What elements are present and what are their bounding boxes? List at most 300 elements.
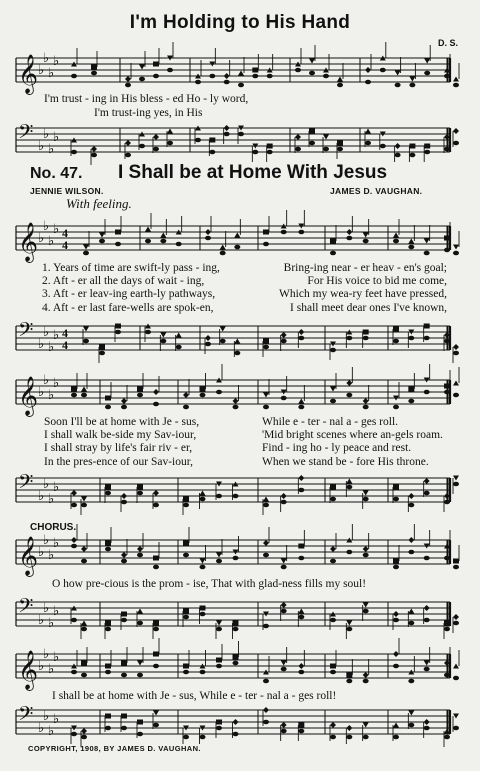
verse-line: I shall stray by life's fair riv - er, — [44, 442, 193, 455]
note-head — [346, 725, 352, 731]
note-head — [83, 245, 89, 250]
note-head — [330, 735, 336, 740]
note-head — [281, 493, 287, 499]
note-head — [393, 565, 399, 570]
note-head — [137, 546, 143, 552]
flat-icon: ♭ — [48, 492, 55, 507]
note-head — [153, 503, 159, 508]
note-head — [200, 606, 206, 611]
note-head — [115, 324, 121, 329]
note-head — [105, 541, 111, 546]
note-head — [298, 230, 304, 235]
note-head — [363, 405, 369, 410]
time-signature-numerator: 4 — [62, 226, 68, 240]
note-head — [115, 330, 121, 335]
note-head — [281, 565, 287, 570]
note-head — [330, 251, 336, 256]
note-head — [121, 714, 127, 719]
note-head — [424, 661, 430, 666]
note-head — [363, 672, 369, 678]
note-head — [252, 68, 258, 73]
note-head — [176, 242, 182, 247]
note-head — [145, 330, 151, 335]
note-head — [233, 405, 239, 410]
note-head — [81, 673, 87, 678]
note-head — [137, 732, 143, 737]
note-head — [424, 59, 430, 64]
note-head — [71, 544, 77, 549]
note-head — [281, 609, 287, 614]
treble-clef-icon: 𝄞 — [18, 650, 39, 690]
note-head — [137, 621, 143, 626]
note-head — [105, 627, 111, 632]
note-head — [121, 398, 127, 404]
verse-line: When we stand be - fore His throne. — [262, 455, 429, 468]
note-head — [346, 393, 352, 398]
note-head — [453, 77, 459, 82]
hymn-title: I Shall be at Home With Jesus — [118, 162, 388, 183]
note-head — [160, 339, 166, 344]
note-head — [408, 493, 414, 499]
note-head — [233, 655, 239, 660]
note-head — [298, 556, 304, 561]
note-head — [105, 547, 111, 552]
note-head — [298, 663, 304, 669]
note-head — [295, 134, 301, 140]
note-head — [363, 398, 369, 404]
note-head — [153, 565, 159, 570]
note-head — [105, 664, 111, 669]
note-head — [444, 339, 450, 344]
note-head — [81, 728, 87, 734]
note-head — [453, 128, 459, 134]
note-head — [330, 485, 336, 490]
note-head — [71, 490, 77, 496]
note-head — [183, 392, 189, 398]
note-head — [137, 673, 143, 678]
verse-column-right — [262, 416, 443, 469]
note-head — [216, 664, 222, 669]
note-head — [444, 500, 450, 505]
note-head — [91, 146, 97, 152]
note-head — [224, 73, 230, 79]
treble-clef-icon: 𝄞 — [18, 376, 39, 416]
note-head — [115, 230, 121, 235]
note-head — [346, 336, 352, 341]
bass-clef-icon: 𝄢 — [18, 120, 34, 148]
note-head — [298, 329, 304, 335]
note-head — [153, 664, 159, 669]
note-head — [444, 147, 450, 152]
note-head — [105, 396, 111, 401]
verse-line: 1. Years of time are swift-ly pass - ing, — [42, 262, 220, 274]
flat-icon: ♭ — [53, 54, 60, 69]
note-head — [281, 396, 287, 401]
note-head — [408, 503, 414, 508]
note-head — [71, 393, 77, 398]
note-head — [424, 324, 430, 329]
verse-line: 4. Aft - er last fare-wells are spok-en, — [42, 301, 214, 314]
note-head — [216, 559, 222, 564]
note-head — [453, 344, 459, 350]
note-head — [263, 405, 269, 410]
note-head — [263, 393, 269, 398]
flat-icon: ♭ — [38, 139, 45, 154]
flat-icon: ♭ — [48, 724, 55, 739]
note-head — [424, 478, 430, 484]
note-head — [121, 673, 127, 678]
staff-s1-bass — [0, 318, 480, 360]
note-head — [393, 618, 399, 623]
note-head — [167, 129, 173, 134]
note-head — [393, 233, 399, 238]
note-head — [409, 77, 415, 82]
note-head — [323, 74, 329, 79]
note-head — [121, 405, 127, 410]
note-head — [408, 336, 414, 341]
note-head — [424, 556, 430, 561]
note-head — [81, 546, 87, 552]
note-head — [281, 332, 287, 338]
lyric-line: I'm trust - ing in His bless - ed Ho - ly word, — [44, 93, 249, 105]
flat-icon: ♭ — [43, 533, 50, 548]
staff-s3-treble — [0, 532, 480, 574]
note-head — [453, 676, 459, 681]
note-head — [176, 333, 182, 338]
note-head — [234, 351, 240, 356]
note-head — [444, 621, 450, 626]
verse-line: 2. Aft - er all the days of wait - ing, — [42, 275, 205, 288]
note-head — [408, 245, 414, 250]
note-head — [153, 627, 159, 632]
composer-credit: JAMES D. VAUGHAN. — [330, 186, 423, 196]
note-head — [216, 658, 222, 663]
note-head — [281, 667, 287, 672]
note-head — [281, 602, 287, 608]
treble-clef-icon: 𝄞 — [18, 54, 39, 94]
note-head — [323, 135, 329, 140]
note-head — [125, 83, 131, 88]
note-head — [444, 384, 450, 389]
note-head — [105, 491, 111, 496]
note-head — [267, 74, 273, 79]
note-head — [346, 735, 352, 740]
note-head — [105, 485, 111, 490]
verse-line: While e - ter - nal a - ges roll. — [262, 416, 399, 428]
note-head — [363, 603, 369, 608]
note-head — [153, 490, 159, 496]
note-head — [121, 493, 127, 499]
note-head — [121, 726, 127, 731]
note-head — [263, 497, 269, 502]
note-head — [281, 722, 287, 728]
note-head — [195, 138, 201, 143]
note-head — [216, 553, 222, 558]
note-head — [81, 559, 87, 564]
note-head — [263, 720, 269, 725]
note-head — [216, 621, 222, 626]
note-head — [153, 134, 159, 140]
note-head — [337, 83, 343, 88]
bass-clef-icon: 𝄢 — [18, 318, 34, 346]
flat-icon: ♭ — [48, 388, 55, 403]
note-head — [83, 339, 89, 344]
note-head — [337, 77, 343, 82]
note-head — [363, 679, 369, 684]
flat-icon: ♭ — [38, 613, 45, 628]
note-head — [263, 230, 269, 235]
note-head — [183, 553, 189, 558]
note-head — [81, 735, 87, 740]
note-head — [71, 150, 77, 155]
note-head — [153, 402, 159, 407]
note-head — [167, 68, 173, 73]
note-head — [263, 503, 269, 508]
flat-icon: ♭ — [48, 662, 55, 677]
note-head — [444, 556, 450, 561]
note-head — [234, 233, 240, 238]
flat-icon: ♭ — [38, 231, 45, 246]
staff-prev-bass — [0, 120, 480, 162]
verse-line: Find - ing ho - ly peace and rest. — [262, 442, 412, 455]
note-head — [298, 475, 304, 481]
flat-icon: ♭ — [43, 373, 50, 388]
note-head — [281, 339, 287, 344]
note-head — [105, 621, 111, 626]
note-head — [160, 333, 166, 338]
note-head — [393, 485, 399, 490]
note-head — [363, 609, 369, 614]
note-head — [408, 609, 414, 614]
verse-line: Soon I'll be at home with Je - sus, — [44, 416, 200, 428]
note-head — [153, 652, 159, 657]
note-head — [233, 621, 239, 626]
note-head — [365, 141, 371, 146]
note-head — [99, 351, 105, 356]
note-head — [444, 673, 450, 678]
note-head — [183, 735, 189, 740]
bass-clef-icon: 𝄢 — [18, 470, 34, 498]
note-head — [233, 719, 239, 725]
note-head — [365, 129, 371, 134]
note-head — [115, 242, 121, 247]
note-head — [363, 723, 369, 728]
note-head — [153, 62, 159, 67]
note-head — [330, 399, 336, 404]
flat-icon: ♭ — [53, 480, 60, 495]
note-head — [105, 714, 111, 719]
note-head — [424, 336, 430, 341]
note-head — [409, 153, 415, 158]
chorus-lyric-line: O how pre-cious is the prom - ise, That with glad-ness fills my soul! — [52, 578, 367, 590]
note-head — [233, 732, 239, 737]
note-head — [424, 491, 430, 496]
flat-icon: ♭ — [38, 721, 45, 736]
note-head — [205, 342, 211, 347]
note-head — [393, 405, 399, 410]
note-head — [424, 726, 430, 731]
note-head — [200, 612, 206, 617]
flat-icon: ♭ — [38, 337, 45, 352]
note-head — [393, 723, 399, 728]
note-head — [183, 664, 189, 669]
note-head — [298, 399, 304, 404]
note-head — [263, 624, 269, 629]
note-head — [81, 393, 87, 398]
note-head — [337, 141, 343, 146]
verse-column-left — [42, 262, 257, 315]
note-head — [453, 621, 459, 626]
flat-icon: ♭ — [38, 385, 45, 400]
time-signature-denominator: 4 — [62, 238, 68, 252]
note-head — [408, 239, 414, 244]
note-head — [153, 723, 159, 728]
note-head — [330, 239, 336, 244]
note-head — [330, 722, 336, 728]
flat-icon: ♭ — [43, 219, 50, 234]
note-head — [71, 537, 77, 543]
note-head — [298, 670, 304, 675]
verse-column-right — [262, 262, 447, 315]
note-head — [346, 485, 352, 490]
flat-icon: ♭ — [48, 616, 55, 631]
note-head — [125, 140, 131, 146]
note-head — [263, 553, 269, 558]
note-head — [205, 229, 211, 235]
note-head — [263, 707, 269, 713]
note-head — [263, 540, 269, 546]
note-head — [220, 251, 226, 256]
note-head — [408, 679, 414, 684]
note-head — [424, 618, 430, 623]
note-head — [200, 670, 206, 675]
note-head — [105, 670, 111, 675]
note-head — [453, 393, 459, 398]
note-head — [363, 491, 369, 496]
note-head — [71, 618, 77, 623]
flat-icon: ♭ — [53, 328, 60, 343]
note-head — [346, 679, 352, 684]
note-head — [298, 336, 304, 341]
verse-column-left — [44, 416, 259, 469]
note-head — [220, 245, 226, 250]
note-head — [408, 723, 414, 728]
verse-line: 'Mid bright scenes where an-gels roam. — [262, 429, 443, 442]
note-head — [71, 74, 77, 79]
note-head — [200, 735, 206, 740]
note-head — [281, 230, 287, 235]
note-head — [153, 389, 159, 395]
note-head — [105, 726, 111, 731]
note-head — [183, 405, 189, 410]
staff-s3-bass — [0, 594, 480, 636]
note-head — [99, 345, 105, 350]
note-head — [453, 141, 459, 146]
staff-s1-treble — [0, 218, 480, 260]
flat-icon: ♭ — [38, 659, 45, 674]
note-head — [363, 233, 369, 238]
note-head — [453, 351, 459, 356]
note-head — [424, 667, 430, 672]
note-head — [363, 735, 369, 740]
note-head — [153, 74, 159, 79]
note-head — [453, 559, 459, 564]
note-head — [453, 83, 459, 88]
flat-icon: ♭ — [43, 127, 50, 142]
time-signature-numerator: 4 — [62, 326, 68, 340]
time-signature-denominator: 4 — [62, 338, 68, 352]
note-head — [346, 627, 352, 632]
note-head — [393, 339, 399, 344]
note-head — [453, 251, 459, 256]
note-head — [330, 387, 336, 392]
note-head — [330, 670, 336, 675]
note-head — [453, 245, 459, 250]
note-head — [408, 711, 414, 716]
note-head — [121, 500, 127, 505]
note-head — [365, 67, 371, 73]
note-head — [346, 380, 352, 386]
note-head — [309, 71, 315, 76]
flat-icon: ♭ — [38, 63, 45, 78]
note-head — [330, 348, 336, 353]
note-head — [363, 553, 369, 558]
note-head — [216, 390, 222, 395]
note-head — [453, 714, 459, 719]
lyric-line: I'm trust-ing yes, in His — [94, 107, 203, 119]
note-head — [393, 559, 399, 564]
note-head — [330, 546, 336, 552]
treble-clef-icon: 𝄞 — [18, 536, 39, 576]
note-head — [444, 74, 450, 79]
note-head — [167, 141, 173, 146]
flat-icon: ♭ — [43, 477, 50, 492]
note-head — [393, 327, 399, 332]
note-head — [71, 670, 77, 675]
flat-icon: ♭ — [43, 709, 50, 724]
note-head — [91, 65, 97, 70]
note-head — [145, 227, 151, 232]
note-head — [424, 71, 430, 76]
flat-icon: ♭ — [48, 66, 55, 81]
note-head — [71, 387, 77, 392]
note-head — [395, 153, 401, 158]
note-head — [263, 345, 269, 350]
note-head — [365, 80, 371, 85]
note-head — [81, 627, 87, 632]
flat-icon: ♭ — [53, 604, 60, 619]
note-head — [200, 559, 206, 564]
note-head — [137, 491, 143, 496]
note-head — [252, 150, 258, 155]
verse-line: Bring-ing near - er heav - en's goal; — [283, 262, 447, 274]
note-head — [444, 248, 450, 253]
hymn-number: No. 47. — [30, 165, 83, 182]
note-head — [330, 497, 336, 502]
note-head — [298, 615, 304, 620]
note-head — [183, 541, 189, 546]
note-head — [453, 476, 459, 481]
note-head — [71, 503, 77, 508]
note-head — [137, 387, 143, 392]
note-head — [81, 621, 87, 626]
note-head — [233, 661, 239, 666]
note-head — [233, 627, 239, 632]
note-head — [309, 59, 315, 64]
note-head — [346, 229, 352, 235]
note-head — [409, 144, 415, 149]
note-head — [183, 609, 189, 614]
